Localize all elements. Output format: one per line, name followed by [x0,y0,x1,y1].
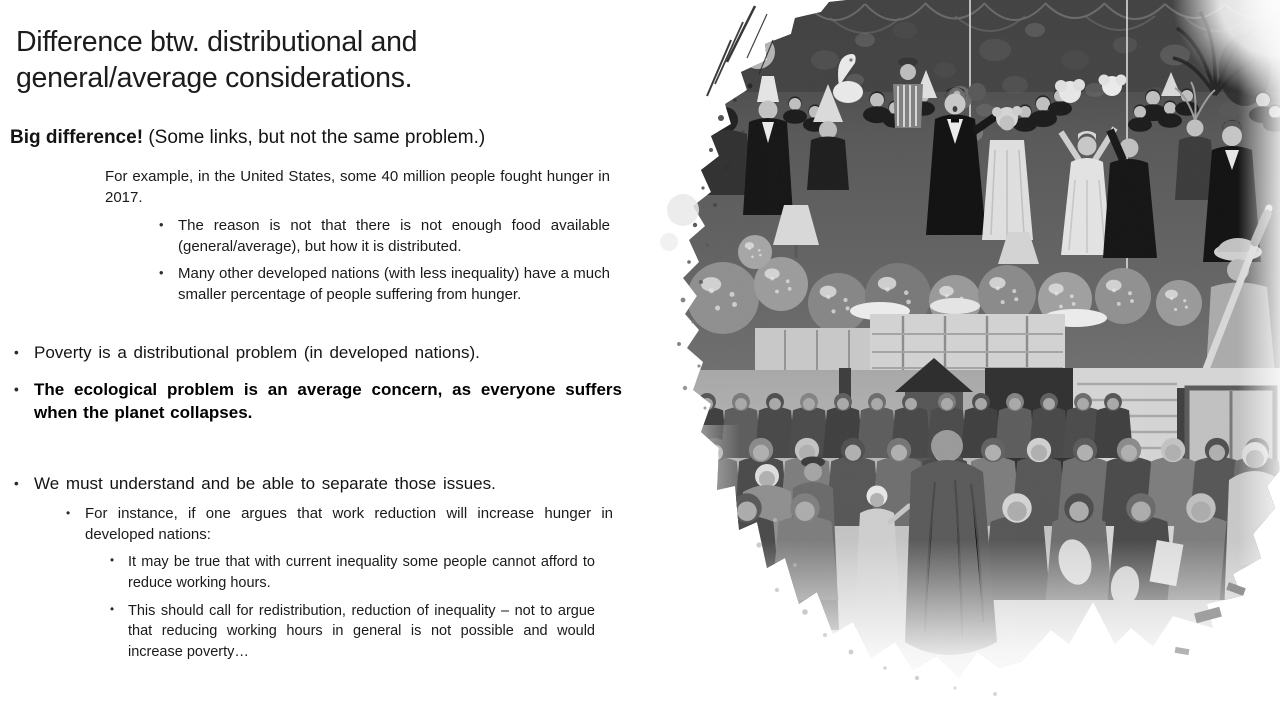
collage-clip-group [655,0,1280,705]
bullet-item: • This should call for redistribution, reduction of inequality – not to argue that reducing working hours in general is not possible and would increase poverty… [105,601,595,663]
bullet-item: • Poverty is a distributional problem (in developed nations). [12,342,622,364]
bullet-item: • For instance, if one argues that work reduction will increase hunger in developed nations: [60,504,613,545]
example-bullet-list [155,215,610,305]
bullet-item: • The reason is not that there is not enough food available (general/average), but how it is distributed. [155,215,610,257]
main-bullet-list [12,342,622,439]
bullet-item-bold: • The ecological problem is an average concern, as everyone suffers when the planet collapses. [12,379,622,424]
issues-sub-list [60,504,613,545]
issues-block [12,474,613,669]
issues-lead-list [12,474,613,494]
intro-line [10,127,485,149]
bullet-item: • We must understand and be able to separate those issues. [12,474,613,494]
issues-subsub-list [105,552,595,662]
intro-rest: (Some links, but not the same problem.) [148,127,486,148]
film-grain [655,0,1280,700]
intro-bold: Big difference! [10,127,144,148]
example-lead: For example, in the United States, some 40 million people fought hunger in 2017. [105,168,610,206]
bullet-item: • It may be true that with current inequality some people cannot afford to reduce working hours. [105,552,595,593]
example-block [105,166,610,311]
photo-collage [655,0,1280,720]
bullet-item: • Many other developed nations (with less inequality) have a much smaller percentage of people suffering from hunger. [155,263,610,305]
slide-title: Difference btw. distributional and general/average considerations. [16,26,418,95]
